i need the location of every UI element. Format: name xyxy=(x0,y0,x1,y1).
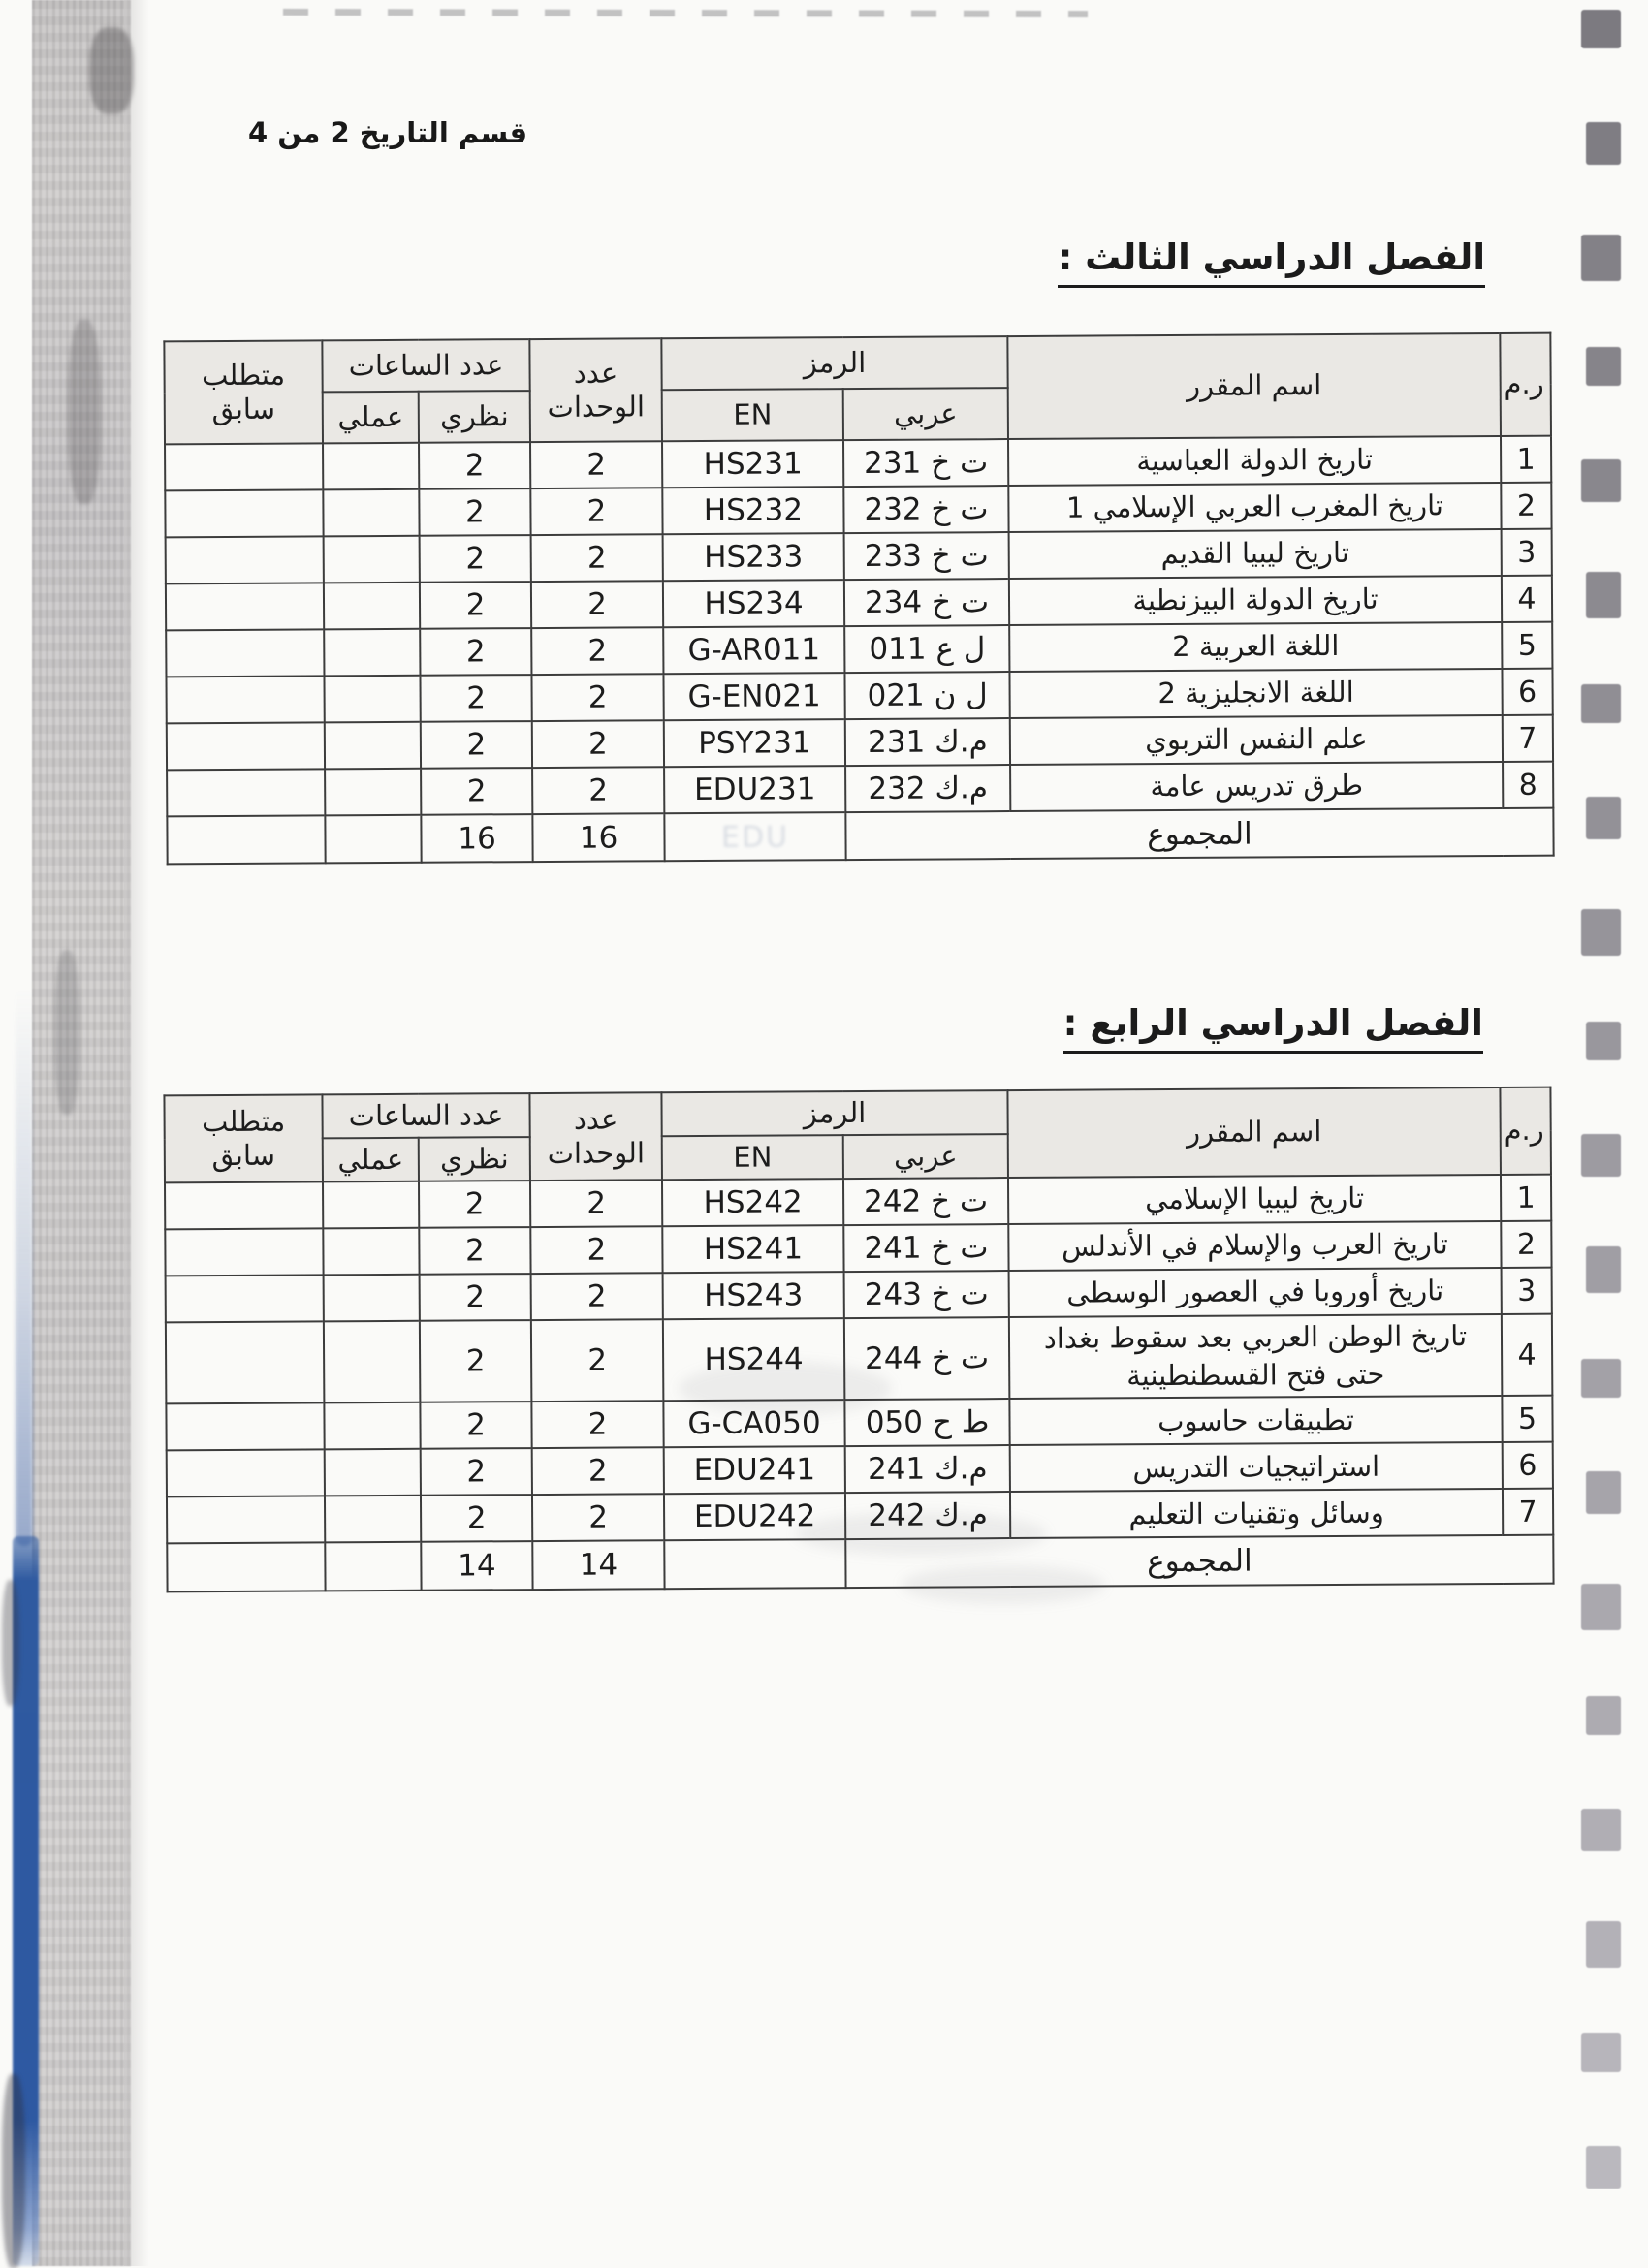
prerequisite-cell xyxy=(166,583,324,630)
code-en-cell: HS243 xyxy=(663,1272,844,1319)
practical-hours-cell xyxy=(323,1228,419,1276)
binding-hole xyxy=(1586,1471,1621,1514)
practical-hours-cell xyxy=(324,629,420,677)
header-theoretical: نظري xyxy=(419,1137,530,1181)
header-code-en: EN xyxy=(662,389,843,441)
header-serial: ر.م xyxy=(1500,1087,1551,1175)
table-row xyxy=(167,1489,1553,1544)
semester-3-table xyxy=(163,332,1554,866)
table-row xyxy=(166,529,1552,584)
practical-hours-cell xyxy=(323,489,419,537)
practical-hours-cell xyxy=(325,1449,421,1496)
table-row xyxy=(166,1396,1552,1451)
units-cell: 2 xyxy=(530,1180,662,1227)
code-ar-cell: ت خ 244 xyxy=(844,1317,1010,1400)
serial-cell: 2 xyxy=(1501,1221,1551,1268)
table-row xyxy=(166,669,1552,724)
scan-mark xyxy=(89,27,134,114)
practical-hours-cell xyxy=(324,676,420,723)
total-row xyxy=(167,1535,1553,1592)
units-cell: 2 xyxy=(530,488,662,535)
theory-hours-cell: 2 xyxy=(419,1227,530,1275)
course-name-cell: تطبيقات حاسوب xyxy=(1009,1396,1502,1445)
code-ar-cell: ط ح 050 xyxy=(844,1399,1009,1446)
practical-hours-cell xyxy=(325,722,421,770)
prerequisite-cell xyxy=(166,1321,325,1403)
course-name-cell: اللغة الانجليزية 2 xyxy=(1009,669,1502,718)
code-en-cell: EDU242 xyxy=(664,1493,845,1540)
course-name-cell: استراتيجيات التدريس xyxy=(1010,1442,1503,1492)
units-cell: 2 xyxy=(532,1495,664,1542)
units-cell: 2 xyxy=(530,441,662,488)
serial-cell: 6 xyxy=(1502,669,1552,715)
theory-hours-cell: 2 xyxy=(421,721,532,769)
total-practical-cell xyxy=(325,815,421,864)
binding-hole xyxy=(1581,459,1621,502)
units-cell: 2 xyxy=(531,534,663,582)
units-cell: 2 xyxy=(531,1319,664,1402)
prerequisite-cell xyxy=(166,676,324,723)
prerequisite-cell xyxy=(165,1228,323,1276)
total-practical-cell xyxy=(325,1542,421,1591)
units-cell: 2 xyxy=(531,581,663,628)
code-ar-cell: ت خ 233 xyxy=(844,532,1009,580)
units-cell: 2 xyxy=(531,627,663,675)
course-name-cell: تاريخ ليبيا القديم xyxy=(1009,529,1502,579)
header-prerequisite: متطلب سابق xyxy=(164,340,323,444)
header-code: الرمز xyxy=(661,336,1007,390)
serial-cell: 5 xyxy=(1502,622,1552,669)
course-name-cell: تاريخ الدولة البيزنطية xyxy=(1009,576,1502,625)
theory-hours-cell: 2 xyxy=(420,535,531,583)
header-course-name: اسم المقرر xyxy=(1007,1087,1501,1178)
binding-hole xyxy=(1586,797,1621,839)
practical-hours-cell xyxy=(324,1321,421,1403)
header-serial: ر.م xyxy=(1500,333,1551,436)
theory-hours-cell: 2 xyxy=(420,1402,531,1449)
serial-cell: 8 xyxy=(1503,762,1553,808)
code-en-cell: HS241 xyxy=(662,1225,843,1273)
binding-hole xyxy=(1581,235,1621,281)
theory-hours-cell: 2 xyxy=(421,1495,532,1542)
scan-mark xyxy=(54,950,79,1115)
section-heading-semester-3: الفصل الدراسي الثالث : xyxy=(1058,238,1485,288)
total-units-cell: 16 xyxy=(532,813,664,862)
code-en-cell: HS242 xyxy=(662,1179,843,1226)
table-row xyxy=(167,715,1553,771)
header-practical: عملي xyxy=(323,392,419,444)
table-row xyxy=(165,483,1551,538)
binding-hole xyxy=(1586,1696,1621,1735)
header-code-arabic: عربي xyxy=(843,1134,1008,1179)
binding-hole xyxy=(1581,1809,1621,1851)
prerequisite-cell xyxy=(167,769,325,816)
total-prerequisite-cell xyxy=(167,1543,325,1592)
total-units-cell: 14 xyxy=(532,1541,664,1591)
binding-hole xyxy=(1581,684,1621,723)
theory-hours-cell: 2 xyxy=(420,582,531,629)
total-en-cell xyxy=(664,1539,845,1589)
header-theoretical: نظري xyxy=(419,391,530,443)
binding-hole xyxy=(1586,1246,1621,1293)
header-course-name: اسم المقرر xyxy=(1007,333,1501,439)
theory-hours-cell: 2 xyxy=(420,1274,531,1321)
prerequisite-cell xyxy=(166,629,324,677)
units-cell: 2 xyxy=(530,1226,662,1274)
binding-strip xyxy=(1580,0,1625,2266)
binding-hole xyxy=(1581,1584,1621,1630)
total-label-cell: المجموع xyxy=(845,1535,1553,1588)
serial-cell: 4 xyxy=(1502,1314,1553,1397)
code-ar-cell: م.ك 242 xyxy=(845,1492,1010,1539)
code-ar-cell: م.ك 241 xyxy=(845,1445,1010,1493)
serial-cell: 3 xyxy=(1502,1268,1552,1314)
scan-top-edge-dashes xyxy=(283,9,1088,17)
code-en-cell: G-AR011 xyxy=(663,626,844,674)
code-en-cell: G-EN021 xyxy=(663,673,844,720)
semester-4-table xyxy=(163,1087,1554,1593)
prerequisite-cell xyxy=(165,489,323,537)
header-hours: عدد الساعات xyxy=(322,339,529,392)
table-row xyxy=(165,1221,1551,1276)
serial-cell: 1 xyxy=(1501,1175,1551,1221)
binding-hole xyxy=(1586,1921,1621,1968)
units-cell: 2 xyxy=(532,1448,664,1496)
total-en-cell xyxy=(664,812,845,861)
theory-hours-cell: 2 xyxy=(421,1448,532,1496)
serial-cell: 3 xyxy=(1502,529,1552,576)
course-name-cell: تاريخ أوروبا في العصور الوسطى xyxy=(1009,1268,1502,1317)
serial-cell: 7 xyxy=(1503,1489,1553,1535)
prerequisite-cell xyxy=(166,1403,324,1451)
practical-hours-cell xyxy=(324,1402,420,1450)
code-ar-cell: ت خ 241 xyxy=(843,1224,1008,1272)
page-number-label: قسم التاريخ 2 من 4 xyxy=(248,116,528,149)
code-en-cell: HS233 xyxy=(663,533,844,581)
course-name-cell: وسائل وتقنيات التعليم xyxy=(1010,1489,1503,1538)
course-name-cell: تاريخ العرب والإسلام في الأندلس xyxy=(1008,1221,1501,1271)
table-body xyxy=(165,436,1553,817)
scan-mark xyxy=(68,320,101,504)
units-cell: 2 xyxy=(531,1402,663,1449)
practical-hours-cell xyxy=(324,536,420,583)
table-row xyxy=(166,576,1552,631)
course-name-cell: تاريخ الدولة العباسية xyxy=(1008,436,1501,486)
table-row xyxy=(166,1268,1552,1323)
course-name-cell: علم النفس التربوي xyxy=(1010,715,1503,765)
course-name-cell: اللغة العربية 2 xyxy=(1009,622,1502,672)
prerequisite-cell xyxy=(167,1450,325,1497)
units-cell: 2 xyxy=(531,1273,663,1320)
header-units: عدد الوحدات xyxy=(529,1092,662,1181)
practical-hours-cell xyxy=(324,1275,420,1322)
total-theory-cell: 16 xyxy=(421,814,532,863)
prerequisite-cell xyxy=(165,443,323,490)
units-cell: 2 xyxy=(532,720,664,768)
practical-hours-cell xyxy=(323,1181,419,1229)
theory-hours-cell: 2 xyxy=(419,442,530,489)
scan-left-band-fade xyxy=(124,0,149,2266)
code-en-cell: EDU241 xyxy=(664,1446,845,1494)
code-ar-cell: ت خ 234 xyxy=(844,579,1009,626)
total-row xyxy=(167,808,1553,865)
table-row xyxy=(166,1314,1553,1404)
code-en-cell: HS231 xyxy=(662,440,843,488)
theory-hours-cell: 2 xyxy=(420,675,531,722)
prerequisite-cell xyxy=(166,536,324,583)
binding-hole xyxy=(1581,2033,1621,2072)
code-en-cell: HS244 xyxy=(663,1318,845,1401)
theory-hours-cell: 2 xyxy=(419,488,530,536)
section-heading-semester-4: الفصل الدراسي الرابع : xyxy=(1063,1004,1483,1054)
total-label-cell: المجموع xyxy=(845,808,1553,860)
binding-hole xyxy=(1586,122,1621,165)
practical-hours-cell xyxy=(324,583,420,630)
code-en-cell: HS234 xyxy=(663,580,844,627)
header-code: الرمز xyxy=(661,1090,1007,1136)
bleed-through-ghost-text: EDU xyxy=(720,819,790,855)
code-ar-cell: ل ع 011 xyxy=(844,625,1009,673)
binding-hole xyxy=(1586,572,1621,618)
scan-mark xyxy=(2,1580,19,1706)
binding-hole xyxy=(1586,347,1621,386)
theory-hours-cell: 2 xyxy=(421,768,532,815)
table-row xyxy=(165,1175,1551,1230)
serial-cell: 5 xyxy=(1502,1396,1552,1442)
binding-hole xyxy=(1581,909,1621,956)
units-cell: 2 xyxy=(531,674,663,721)
header-prerequisite: متطلب سابق xyxy=(164,1094,323,1182)
code-ar-cell: ت خ 232 xyxy=(843,486,1008,533)
binding-hole xyxy=(1581,10,1621,48)
header-code-arabic: عربي xyxy=(843,388,1008,440)
prerequisite-cell xyxy=(167,722,325,770)
theory-hours-cell: 2 xyxy=(420,628,531,676)
course-name-cell: تاريخ المغرب العربي الإسلامي 1 xyxy=(1008,483,1501,532)
table-header xyxy=(164,1087,1551,1183)
prerequisite-cell xyxy=(165,1181,323,1229)
table-header xyxy=(164,333,1551,445)
code-en-cell: HS232 xyxy=(662,487,843,534)
code-ar-cell: ل ن 021 xyxy=(844,672,1009,719)
table-row xyxy=(167,762,1553,817)
table-row xyxy=(166,622,1552,677)
course-name-cell: تاريخ الوطن العربي بعد سقوط بغداد حتى فتح القسطنطينية xyxy=(1009,1314,1503,1399)
practical-hours-cell xyxy=(325,769,421,816)
binding-hole xyxy=(1581,1134,1621,1177)
header-hours: عدد الساعات xyxy=(322,1093,529,1138)
scan-mark xyxy=(2,2074,25,2268)
serial-cell: 7 xyxy=(1503,715,1553,762)
code-ar-cell: ت خ 242 xyxy=(843,1178,1008,1225)
serial-cell: 2 xyxy=(1501,483,1551,529)
binding-hole xyxy=(1586,1022,1621,1060)
course-name-cell: تاريخ ليبيا الإسلامي xyxy=(1008,1175,1501,1224)
code-ar-cell: م.ك 231 xyxy=(845,718,1010,766)
prerequisite-cell xyxy=(167,1496,325,1544)
code-ar-cell: ت خ 243 xyxy=(844,1271,1009,1318)
header-units: عدد الوحدات xyxy=(529,338,662,442)
prerequisite-cell xyxy=(166,1275,324,1322)
total-theory-cell: 14 xyxy=(421,1541,532,1591)
binding-hole xyxy=(1581,1359,1621,1398)
table-row xyxy=(165,436,1551,491)
total-prerequisite-cell xyxy=(167,815,325,864)
practical-hours-cell xyxy=(323,443,419,490)
practical-hours-cell xyxy=(325,1496,421,1543)
header-code-en: EN xyxy=(662,1135,843,1180)
course-name-cell: طرق تدريس عامة xyxy=(1010,762,1503,811)
code-ar-cell: م.ك 232 xyxy=(845,765,1010,812)
code-en-cell: EDU231 xyxy=(664,766,845,813)
theory-hours-cell: 2 xyxy=(420,1320,532,1402)
serial-cell: 4 xyxy=(1502,576,1552,622)
code-en-cell: PSY231 xyxy=(664,719,845,767)
code-en-cell: G-CA050 xyxy=(663,1400,844,1447)
serial-cell: 6 xyxy=(1503,1442,1553,1489)
table-row xyxy=(167,1442,1553,1497)
scan-blue-stripe-faint xyxy=(16,989,33,1546)
serial-cell: 1 xyxy=(1501,436,1551,483)
header-practical: عملي xyxy=(323,1138,419,1182)
units-cell: 2 xyxy=(532,767,664,814)
binding-hole xyxy=(1586,2146,1621,2189)
theory-hours-cell: 2 xyxy=(419,1181,530,1228)
code-ar-cell: ت خ 231 xyxy=(843,439,1008,487)
table-body xyxy=(165,1175,1553,1544)
